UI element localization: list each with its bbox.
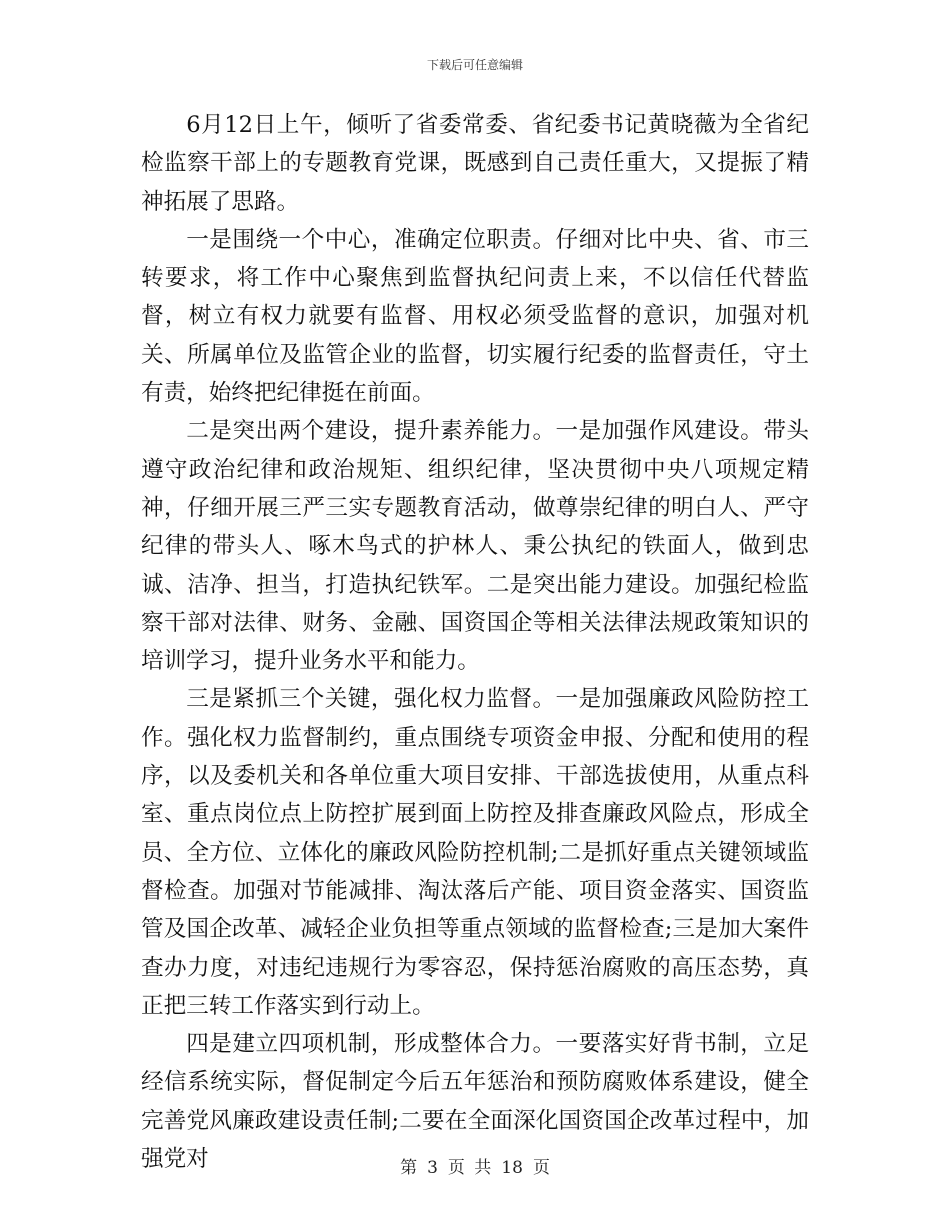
page-footer — [0, 1153, 950, 1178]
footer-total-pages: 18 — [501, 1158, 523, 1178]
footer-current-page: 3 — [427, 1158, 438, 1178]
paragraph-intro: 6月12日上午，倾听了省委常委、省纪委书记黄晓薇为全省纪检监察干部上的专题教育党课，既感到自己责任重大，又提振了精神拓展了思路。 — [141, 112, 809, 215]
footer-prefix: 第 — [400, 1158, 418, 1178]
paragraph-point-four: 四是建立四项机制，形成整体合力。一要落实好背书制，立足经信系统实际，督促制定今后五年惩治和预防腐败体系建设，健全完善党风廉政建设责任制;二要在全面深化国资国企改革过程中，加强党对 — [141, 1031, 809, 1173]
paragraph-point-one: 一是围绕一个中心，准确定位职责。仔细对比中央、省、市三转要求，将工作中心聚焦到监督执纪问责上来，不以信任代替监督，树立有权力就要有监督、用权必须受监督的意识，加强对机关、所属单位及监管企业的监督，切实履行纪委的监督责任，守土有责，始终把纪律挺在前面。 — [141, 226, 809, 407]
footer-suffix: 页 — [532, 1158, 550, 1178]
paragraph-point-three: 三是紧抓三个关键，强化权力监督。一是加强廉政风险防控工作。强化权力监督制约，重点围绕专项资金申报、分配和使用的程序，以及委机关和各单位重大项目安排、干部选拔使用，从重点科室、重点岗位点上防控扩展到面上防控及排查廉政风险点，形成全员、全方位、立体化的廉政风险防控机制;二是抓好重点关键领域监督检查。加强对节能减排、淘汰落后产能、项目资金落实、国资监管及国企改革、减轻企业负担等重点领域的监督检查;三是加大案件查办力度，对违纪违规行为零容忍，保持惩治腐败的高压态势，真正把三转工作落实到行动上。 — [141, 686, 809, 1019]
paragraph-point-two: 二是突出两个建设，提升素养能力。一是加强作风建设。带头遵守政治纪律和政治规矩、组织纪律，坚决贯彻中央八项规定精神，仔细开展三严三实专题教育活动，做尊崇纪律的明白人、严守纪律的带头人、啄木鸟式的护林人、秉公执纪的铁面人，做到忠诚、洁净、担当，打造执纪铁军。二是突出能力建设。加强纪检监察干部对法律、财务、金融、国资国企等相关法律法规政策知识的培训学习，提升业务水平和能力。 — [141, 418, 809, 675]
footer-middle: 页 共 — [447, 1158, 492, 1178]
page-header-note: 下载后可任意编辑 — [426, 58, 523, 72]
document-body — [141, 106, 809, 1178]
